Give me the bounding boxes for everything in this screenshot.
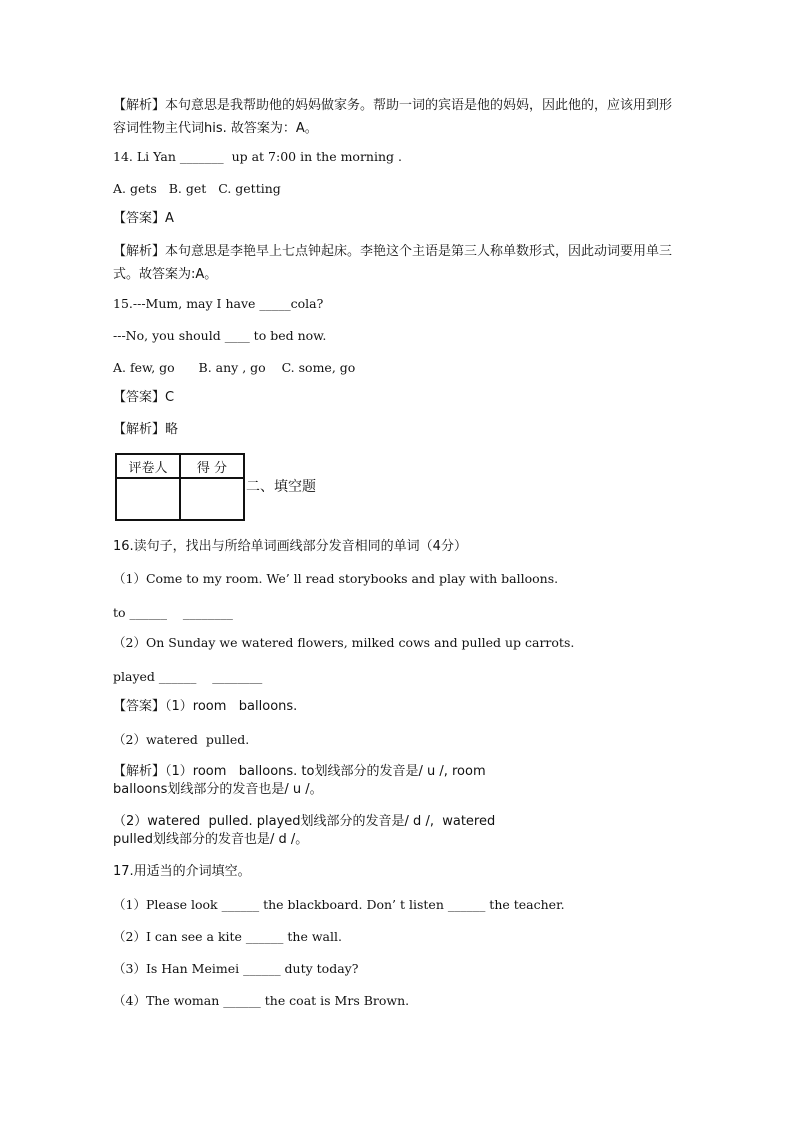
explanation-13: 【解析】本句意思是我帮助他的妈妈做家务。帮助一词的宾语是他的妈妈，因此他的，应该用到形容词性物主代词his. 故答案为：A。: [113, 98, 673, 136]
question-17: 17.用适当的介词填空。: [113, 864, 251, 879]
score-table: [115, 453, 245, 521]
question-16-word-1: to ______ ________: [113, 605, 233, 620]
answer-14: 【答案】A: [113, 211, 174, 226]
question-17-item-4: （4）The woman ______ the coat is Mrs Brown.: [113, 993, 410, 1008]
explanation-16-line1: 【解析】（1）room balloons. to划线部分的发音是/ u /, room: [113, 764, 486, 779]
question-15-options: A. few, go B. any , go C. some, go: [113, 360, 356, 375]
explanation-16-line2: balloons划线部分的发音也是/ u /。: [113, 782, 323, 797]
question-16-sentence-2: （2）On Sunday we watered flowers, milked cows and pulled up carrots.: [113, 635, 575, 650]
question-15-line1: 15.---Mum, may I have _____cola?: [113, 296, 324, 311]
explanation-16-line3: （2）watered pulled. played划线部分的发音是/ d /, watered: [113, 814, 496, 829]
question-17-item-2: （2）I can see a kite ______ the wall.: [113, 929, 342, 944]
answer-16-line2: （2）watered pulled.: [113, 732, 250, 747]
question-14-options: A. gets B. get C. getting: [113, 181, 281, 196]
section-title: 二、填空题: [246, 479, 316, 495]
question-17-item-3: （3）Is Han Meimei ______ duty today?: [113, 961, 359, 976]
explanation-15: 【解析】略: [113, 422, 179, 437]
score-table-score-cell: [180, 478, 244, 520]
question-16-word-2: played ______ ________: [113, 669, 263, 684]
explanation-16-line4: pulled划线部分的发音也是/ d /。: [113, 832, 309, 847]
question-17-item-1: （1）Please look ______ the blackboard. Don’ t listen ______ the teacher.: [113, 897, 565, 912]
score-table-score-header: 得 分: [180, 454, 244, 478]
score-table-grader-header: 评卷人: [116, 454, 180, 478]
answer-15: 【答案】C: [113, 390, 175, 405]
question-15-line2: ---No, you should ____ to bed now.: [113, 328, 327, 343]
question-14: 14. Li Yan _______ up at 7:00 in the morning .: [113, 149, 402, 164]
question-16-sentence-1: （1）Come to my room. We’ ll read storybooks and play with balloons.: [113, 571, 559, 586]
score-table-grader-cell: [116, 478, 180, 520]
answer-16-line1: 【答案】（1）room balloons.: [113, 699, 298, 714]
explanation-14: 【解析】本句意思是李艳早上七点钟起床。李艳这个主语是第三人称单数形式，因此动词要用单三式。故答案为:A。: [113, 244, 673, 282]
question-16: 16.读句子，找出与所给单词画线部分发音相同的单词（4分）: [113, 539, 467, 554]
